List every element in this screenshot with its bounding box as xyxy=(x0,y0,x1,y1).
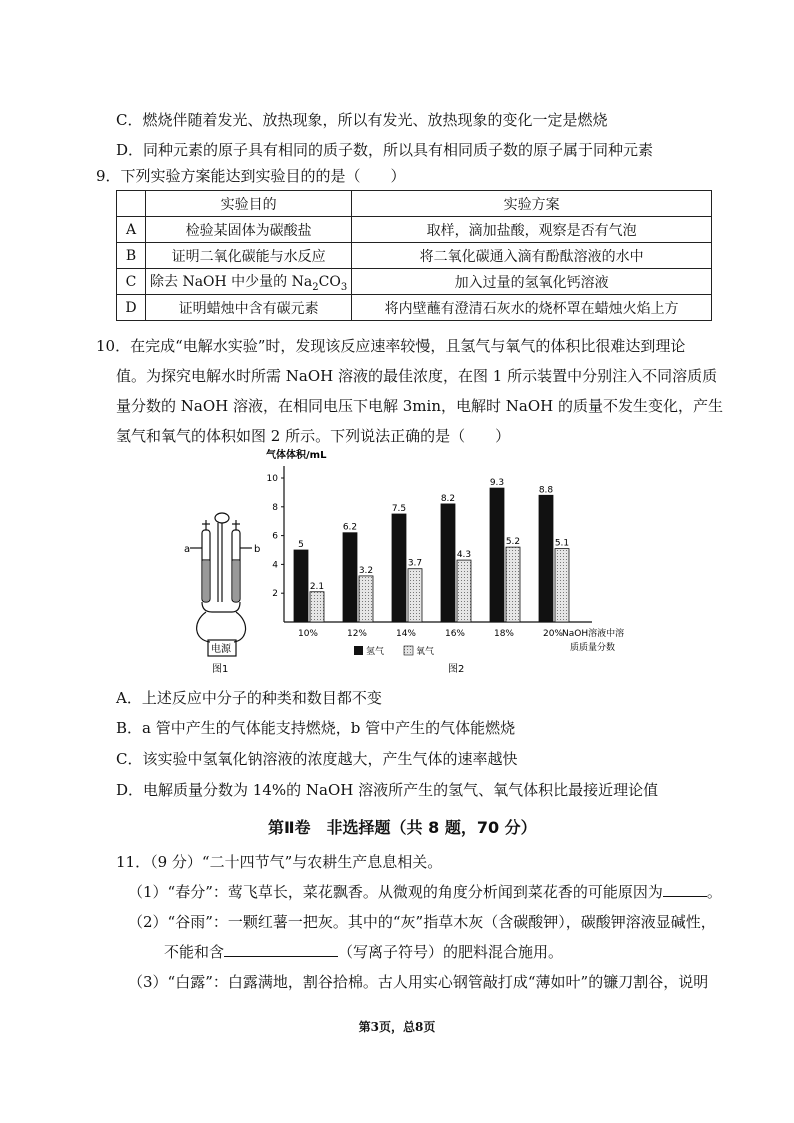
oxygen-bar xyxy=(506,547,520,622)
hydrogen-bar xyxy=(490,488,504,622)
x-tick-label: 16% xyxy=(444,629,466,639)
figure1-caption: 图1 xyxy=(212,664,229,675)
hydrogen-bar xyxy=(343,533,357,622)
page-footer: 第3页，总8页 xyxy=(358,1020,436,1034)
section-title: 第Ⅱ卷 非选择题（共 8 题，70 分） xyxy=(268,818,537,837)
y-tick-label: 10 xyxy=(266,474,278,484)
x-tick-label: 14% xyxy=(395,629,417,639)
gas-volume-chart xyxy=(262,444,682,676)
row-plan: 加入过量的氢氧化钙溶液 xyxy=(352,269,712,295)
legend-label: 氢气 xyxy=(366,647,385,657)
q11-part3: （3）“白露”：白露满地，割谷拾棉。古人用实心钢管敲打成“薄如叶”的镰刀割谷，说明 xyxy=(128,973,709,991)
bar-value-label: 9.3 xyxy=(489,478,505,489)
bar-value-label: 3.2 xyxy=(358,565,374,576)
q10-line: 氢气和氧气的体积如图 2 所示。下列说法正确的是（ ） xyxy=(116,427,511,445)
x-tick-label: 12% xyxy=(346,629,368,639)
y-tick-label: 4 xyxy=(272,560,278,571)
q10-option-a: A．上述反应中分子的种类和数目都不变 xyxy=(116,689,382,707)
tube-b-label: b xyxy=(254,544,261,555)
q10-line: 值。为探究电解水时所需 NaOH 溶液的最佳浓度，在图 1 所示装置中分别注入不同溶质质 xyxy=(116,367,718,385)
q11-part2b-text: 不能和含 xyxy=(164,943,225,961)
electrolysis-apparatus-figure xyxy=(182,490,262,680)
oxygen-bar xyxy=(555,549,569,622)
q11-part1 xyxy=(128,882,722,902)
x-tick-label: 10% xyxy=(297,629,319,639)
row-purpose: 证明蜡烛中含有碳元素 xyxy=(146,295,352,321)
q9-table xyxy=(116,190,712,321)
y-axis-label: 气体体积/mL xyxy=(266,450,327,461)
row-plan: 将二氧化碳通入滴有酚酞溶液的水中 xyxy=(352,243,712,269)
tube-a-label: a xyxy=(184,544,191,555)
bar-value-label: 5 xyxy=(298,540,304,550)
table-header-cell xyxy=(117,191,146,217)
x-tick-label: 18% xyxy=(493,629,515,639)
x-axis-label: 质质量分数 xyxy=(570,643,616,653)
y-tick-label: 8 xyxy=(272,502,278,513)
subscript: 2 xyxy=(312,281,319,293)
hydrogen-bar xyxy=(441,504,455,622)
bar-value-label: 8.8 xyxy=(538,485,554,496)
hydrogen-bar xyxy=(392,514,406,622)
q9-stem: 9．下列实验方案能达到实验目的的是（ ） xyxy=(96,167,406,185)
row-label: C xyxy=(117,269,146,295)
subscript: 3 xyxy=(340,281,348,293)
oxygen-bar xyxy=(408,569,422,622)
bar-value-label: 6.2 xyxy=(342,522,358,533)
table-row xyxy=(117,243,712,269)
q10-line: 10．在完成“电解水实验”时，发现该反应速率较慢，且氢气与氧气的体积比很难达到理论 xyxy=(96,337,686,355)
bar-value-label: 8.2 xyxy=(440,493,456,504)
table-row xyxy=(117,269,712,295)
q10-option-d: D．电解质量分数为 14%的 NaOH 溶液所产生的氢气、氧气体积比最接近理论值 xyxy=(116,781,659,799)
row-label: A xyxy=(117,217,146,243)
q11-part1-text: （1）“春分”：莺飞草长，菜花飘香。从微观的角度分析闻到菜花香的可能原因为 xyxy=(128,883,663,901)
row-plan: 取样，滴加盐酸，观察是否有气泡 xyxy=(352,217,712,243)
q11-part2c-text: （写离子符号）的肥料混合施用。 xyxy=(338,943,564,961)
oxygen-bar xyxy=(359,576,373,622)
figure2-caption: 图2 xyxy=(448,664,465,675)
table-header-cell: 实验目的 xyxy=(146,191,352,217)
q8-option-d: D．同种元素的原子具有相同的质子数，所以具有相同质子数的原子属于同种元素 xyxy=(116,141,654,159)
purpose-text: 除去 NaOH 中少量的 Na xyxy=(150,273,313,290)
purpose-text: CO xyxy=(318,273,341,290)
bar-value-label: 4.3 xyxy=(456,550,472,561)
hydrogen-bar xyxy=(539,495,553,622)
q11-part1-end: 。 xyxy=(706,883,722,901)
q8-option-c: C．燃烧伴随着发光、放热现象，所以有发光、放热现象的变化一定是燃烧 xyxy=(116,111,608,129)
q10-line: 量分数的 NaOH 溶液，在相同电压下电解 3min，电解时 NaOH 的质量不发生变化，产生 xyxy=(116,397,723,415)
table-row xyxy=(117,295,712,321)
bar-value-label: 2.1 xyxy=(309,581,325,592)
row-plan: 将内壁蘸有澄清石灰水的烧杯罩在蜡烛火焰上方 xyxy=(352,295,712,321)
bar-value-label: 5.2 xyxy=(505,537,521,548)
row-label: D xyxy=(117,295,146,321)
oxygen-bar xyxy=(310,592,324,622)
table-row xyxy=(117,217,712,243)
bar-value-label: 7.5 xyxy=(391,504,407,514)
row-label: B xyxy=(117,243,146,269)
q11-part2a: （2）“谷雨”：一颗红薯一把灰。其中的“灰”指草木灰（含碳酸钾），碳酸钾溶液显碱性， xyxy=(128,913,716,931)
legend-swatch-hydrogen xyxy=(354,646,363,655)
bar-value-label: 3.7 xyxy=(407,558,423,569)
y-tick-label: 2 xyxy=(272,589,278,600)
y-tick-label: 6 xyxy=(272,531,278,542)
x-axis-label: NaOH溶液中溶 xyxy=(562,629,625,639)
legend-label: 氧气 xyxy=(416,647,435,657)
answer-blank[interactable] xyxy=(224,942,338,957)
answer-blank[interactable] xyxy=(663,882,707,897)
power-label: 电源 xyxy=(211,644,231,655)
table-header-row xyxy=(117,191,712,217)
q11-part2b xyxy=(164,942,563,962)
row-purpose xyxy=(146,269,352,295)
q11-stem: 11．（9 分）“二十四节气”与农耕生产息息相关。 xyxy=(116,853,443,871)
bar-value-label: 5.1 xyxy=(554,538,570,549)
row-purpose: 证明二氧化碳能与水反应 xyxy=(146,243,352,269)
x-tick-label: 20% xyxy=(542,629,564,639)
legend-swatch-oxygen xyxy=(404,646,413,655)
table-header-cell: 实验方案 xyxy=(352,191,712,217)
row-purpose: 检验某固体为碳酸盐 xyxy=(146,217,352,243)
q10-option-c: C．该实验中氢氧化钠溶液的浓度越大，产生气体的速率越快 xyxy=(116,750,518,768)
hydrogen-bar xyxy=(294,550,308,622)
q10-option-b: B．a 管中产生的气体能支持燃烧，b 管中产生的气体能燃烧 xyxy=(116,719,516,737)
oxygen-bar xyxy=(457,560,471,622)
